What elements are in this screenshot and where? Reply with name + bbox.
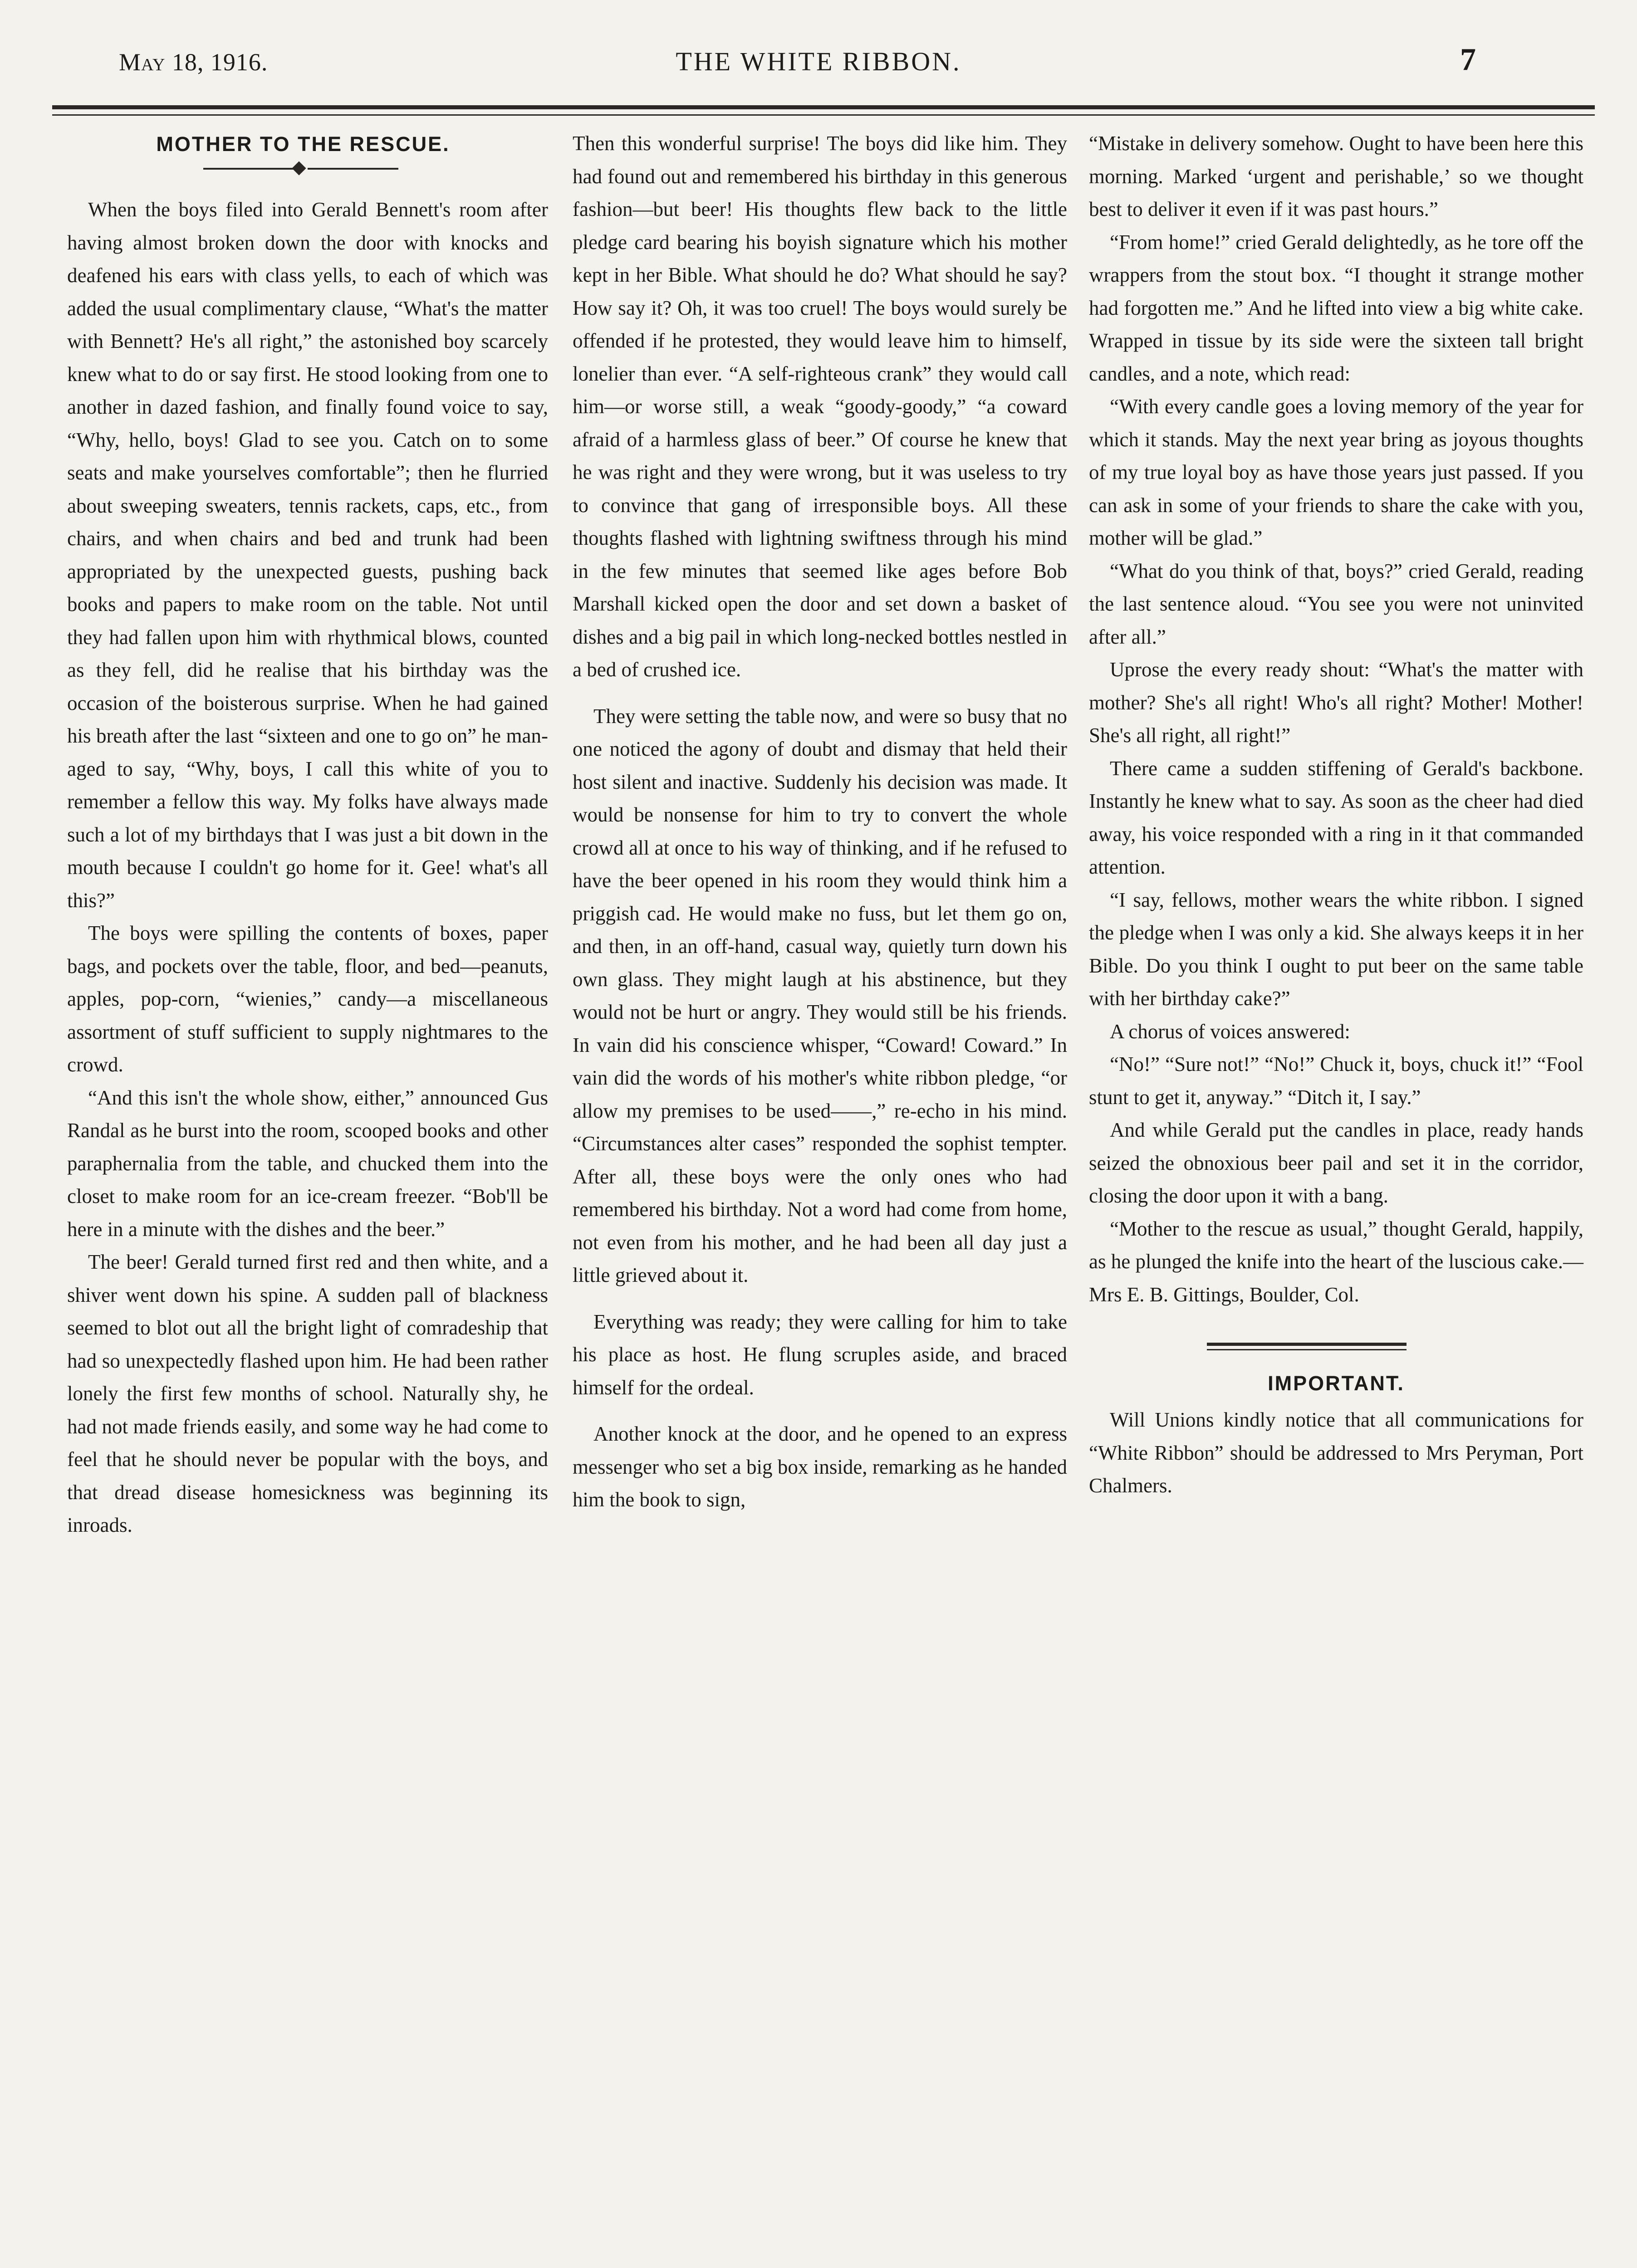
article-paragraph: Another knock at the door, and he opened to an express messenger who set a big box inside, remarking as he handed him the book to sign, xyxy=(573,1422,1067,1511)
important-heading: IMPORTANT. xyxy=(1268,1372,1405,1395)
column-2 xyxy=(573,127,1067,1516)
article-paragraph: There came a sudden stiffening of Gerald's backbone. Instantly he knew what to say. As soon as the cheer had died away, his voice responded with a ring in it that commanded attention. xyxy=(1089,757,1583,878)
newspaper-title: THE WHITE RIBBON. xyxy=(676,47,961,76)
article-paragraph: A chorus of voices answered: xyxy=(1110,1020,1350,1043)
heading-ornament xyxy=(67,160,548,178)
article-paragraph: “What do you think of that, boys?” cried Gerald, reading the last sentence aloud. “You see you were not uninvited after all.” xyxy=(1089,559,1583,648)
article-heading: MOTHER TO THE RESCUE. xyxy=(156,132,450,156)
article-paragraph: “Mistake in delivery somehow. Ought to have been here this morning. Marked ‘urgent and perishable,’ so we thought best to deliver it even if it was past hours.” xyxy=(1089,132,1583,220)
article-paragraph: When the boys filed into Gerald Bennett's room after having almost broken down the door with knocks and deafened his ears with class yells, to each of which was added the usual complimentary clause, “What's the matter with Bennett? He's all right,” the astonished boy scarcely knew what to do or say first. He stood looking from one to another in dazed fashion, and finally found voice to say, “Why, hello, boys! Glad to see you. Catch on to some seats and make yourselves comfortable”; then he flurried about sweeping sweaters, tennis rackets, caps, etc., from chairs, and when chairs and bed and trunk had been appropriated by the unexpected guests, pushing back books and papers to make room on the table. Not until they had fallen upon him with rhythmical blows, counted as they fell, did he realise that his birthday was the occasion of the boisterous surprise. When he had gained his breath after the last “sixteen and one to go on” he managed to say, “Why, boys, I call this white of you to remember a fellow this way. My folks have always made such a lot of my birthdays that I was just a bit down in the mouth because I couldn't go home for it. Gee! what's all this?” xyxy=(67,198,548,912)
issue-date: May 18, 1916. xyxy=(119,49,268,76)
section-divider xyxy=(1089,1343,1583,1354)
column-3 xyxy=(1089,127,1583,1502)
page-number: 7 xyxy=(1460,42,1476,77)
article-paragraph: The boys were spilling the contents of boxes, paper bags, and pockets over the table, floor, and bed—peanuts, apples, pop-corn, “wienies,” candy—a miscellaneous assortment of stuff sufficient to supply nightmares to the crowd. xyxy=(67,922,548,1076)
article-paragraph: “I say, fellows, mother wears the white ribbon. I signed the pledge when I was only a kid. She always keeps it in her Bible. Do you think I ought to put beer on the same table with her birthday cake?” xyxy=(1089,888,1583,1010)
header-rule-thick xyxy=(52,105,1595,109)
article-paragraph: “With every candle goes a loving memory of the year for which it stands. May the next year bring as joyous thoughts of my true loyal boy as have those years just passed. If you can ask in some of your friends to share the cake with you, mother will be glad.” xyxy=(1089,395,1583,549)
page-header xyxy=(0,0,1637,104)
article-paragraph: They were setting the table now, and were so busy that no one noticed the agony of doubt and dismay that held their host silent and inactive. Suddenly his decision was made. It would be nonsense for him to try to convert the whole crowd all at once to his way of thinking, and if he refused to have the beer opened in his room they would think him a priggish cad. He would make no fuss, but let them go on, and then, in an off-hand, casual way, quietly turn down his own glass. They might laugh at his abstinence, but they would not be hurt or angry. They would still be his friends. In vain did his conscience whisper, “Coward! Coward.” In vain did the words of his mother's white ribbon pledge, “or allow my premises to be used——,” re-echo in his mind. “Circumstances alter cases” responded the sophist tempter. After all, these boys were the only ones who had remembered his birthday. Not a word had come from home, not even from his mother, and he had been all day just a little grieved about it. xyxy=(573,704,1067,1286)
column-1 xyxy=(67,127,548,1542)
header-rule-thin xyxy=(52,114,1595,116)
article-paragraph: Everything was ready; they were calling for him to take his place as host. He flung scruples aside, and braced himself for the ordeal. xyxy=(573,1310,1067,1399)
important-notice: Will Unions kindly notice that all communications for “White Ribbon” should be addressed to Mrs Peryman, Port Chalmers. xyxy=(1089,1408,1583,1497)
article-paragraph: Uprose the every ready shout: “What's the matter with mother? She's all right! Who's all right? Mother! Mother! She's all right, all right!” xyxy=(1089,658,1583,747)
article-paragraph: “No!” “Sure not!” “No!” Chuck it, boys, chuck it!” “Fool stunt to get it, anyway.” “Ditch it, I say.” xyxy=(1089,1053,1583,1109)
article-paragraph: The beer! Gerald turned first red and then white, and a shiver went down his spine. A sudden pall of blackness seemed to blot out all the bright light of comradeship that had so unexpectedly flashed upon him. He had been rather lonely the first few months of school. Naturally shy, he had not made friends easily, and some way he had come to feel that he should never be popular with the boys, and that dread disease homesickness was beginning its inroads. xyxy=(67,1251,548,1536)
article-paragraph: “Mother to the rescue as usual,” thought Gerald, happily, as he plunged the knife into the heart of the luscious cake.—Mrs E. B. Gittings, Boulder, Col. xyxy=(1089,1217,1583,1306)
article-paragraph: “And this isn't the whole show, either,” announced Gus Randal as he burst into the room, scooped books and other paraphernalia from the table, and chucked them into the closet to make room for an ice-cream freezer. “Bob'll be here in a minute with the dishes and the beer.” xyxy=(67,1086,548,1241)
article-paragraph: And while Gerald put the candles in place, ready hands seized the obnoxious beer pail and set it in the corridor, closing the door upon it with a bang. xyxy=(1089,1119,1583,1207)
article-paragraph: “From home!” cried Gerald delightedly, as he tore off the wrappers from the stout box. “I thought it strange mother had forgotten me.” And he lifted into view a big white cake. Wrapped in tissue by its side were the sixteen tall bright candles, and a note, which read: xyxy=(1089,230,1583,385)
article-paragraph: Then this wonderful surprise! The boys did like him. They had found out and remembered his birthday in this generous fashion—but beer! His thoughts flew back to the little pledge card bearing his boyish signature which his mother kept in her Bible. What should he do? What should he say? How say it? Oh, it was too cruel! The boys would surely be offended if he protested, they would leave him to himself, lonelier than ever. “A self-righteous crank” they would call him—or worse still, a weak “goody-goody,” “a coward afraid of a harmless glass of beer.” Of course he knew that he was right and they were wrong, but it was useless to try to convince that gang of irresponsible boys. All these thoughts flashed with lightning swiftness through his mind in the few minutes that seemed like ages before Bob Marshall kicked open the door and set down a basket of dishes and a big pail in which long-necked bottles nestled in a bed of crushed ice. xyxy=(573,132,1067,681)
